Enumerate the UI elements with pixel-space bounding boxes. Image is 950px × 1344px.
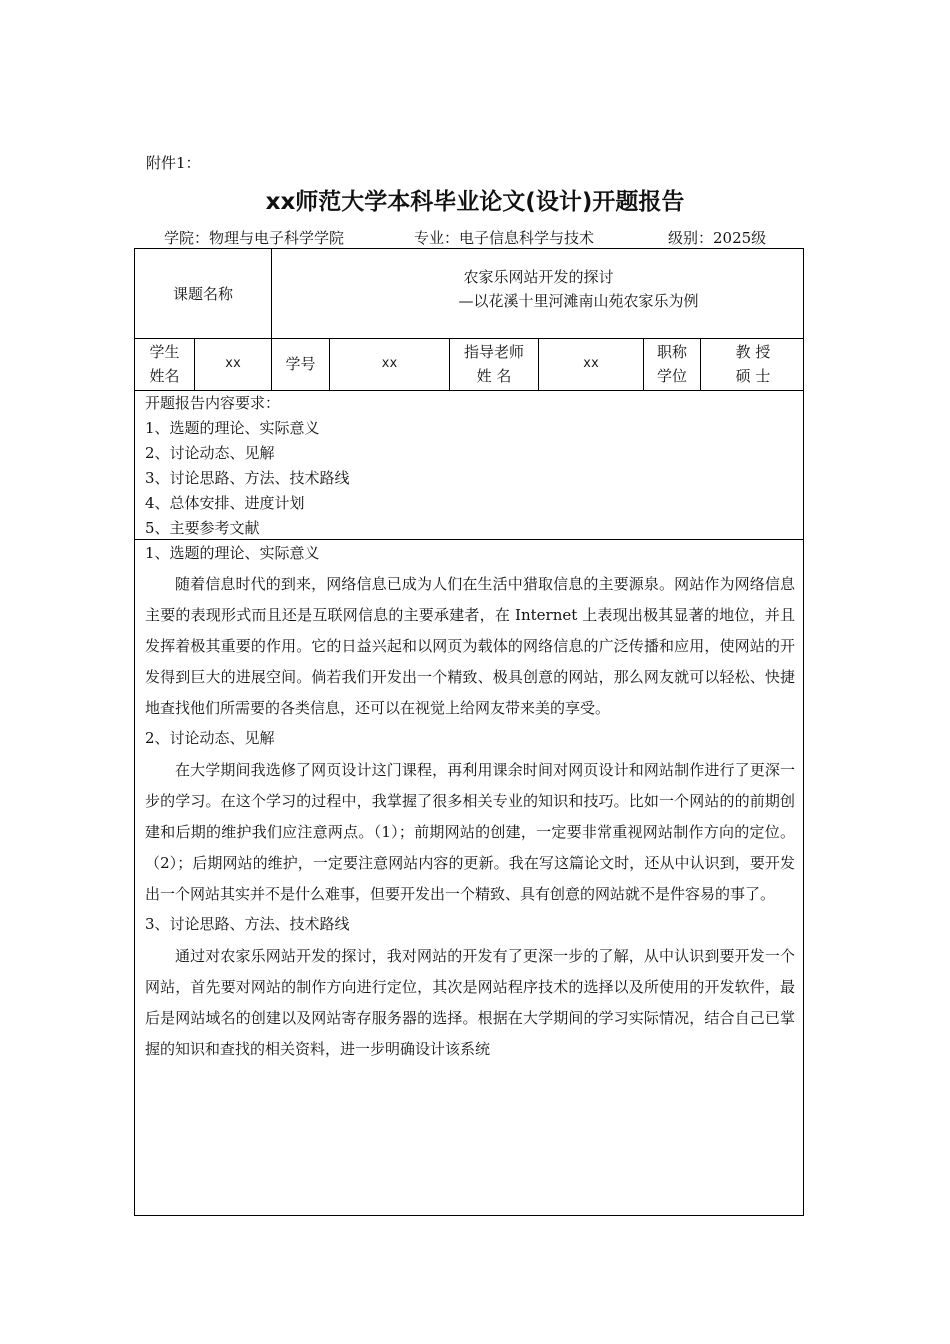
student-id-value: xx [381,356,398,371]
advisor-name-value: xx [583,356,599,371]
section-paragraph: 在大学期间我选修了网页设计这门课程，再利用课余时间对网页设计和网站制作进行了更深一步的学习。在这个学习的过程中，我掌握了很多相关专业的知识和技巧。比如一个网站的的前期创建和后期的维护我们应注意两点。（1）；前期网站的创建，一定要非常重视网站制作方向的定位。（2）；后期网站的维护，一定要注意网站内容的更新。我在写这篇论文时，还从中认识到，要开发出一个网站其实并不是什么难事，但要开发出一个精致、具有创意的网站就不是件容易的事了。 [145,761,795,903]
title-value-line-2: 硕 士 [735,367,771,385]
advisor-label-line-2: 姓 名 [476,367,512,385]
proposal-table [134,248,804,1216]
requirement-item: 2、讨论动态、见解 [145,444,275,462]
requirements-heading: 开题报告内容要求： [145,394,281,412]
student-id-label: 学号 [285,355,316,373]
requirement-item: 3、讨论思路、方法、技术路线 [145,469,350,487]
section-heading: 3、讨论思路、方法、技术路线 [145,915,350,933]
section-paragraph: 随着信息时代的到来，网络信息已成为人们在生活中猎取信息的主要源泉。网站作为网络信息主要的表现形式而且还是互联网信息的主要承建者，在 Internet 上表现出极其显著的地位，并且发挥着极其重要的作用。它的日益兴起和以网页为载体的网络信息的广泛传播和应用，使网站的开发得到巨大的进展空间。倘若我们开发出一个精致、极具创意的网站，那么网友就可以轻松、快捷地查找他们所需要的各类信息，还可以在视觉上给网友带来美的享受。 [145,575,795,717]
topic-line-2: —以花溪十里河滩南山苑农家乐为例 [458,292,699,310]
section-paragraph: 通过对农家乐网站开发的探讨，我对网站的开发有了更深一步的了解，从中认识到要开发一个网站，首先要对网站的制作方向进行定位，其次是网站程序技术的选择以及所使用的开发软件，最后是网站域名的创建以及网站寄存服务器的选择。根据在大学期间的学习实际情况，结合自己已掌握的知识和查找的相关资料，进一步明确设计该系统 [145,947,795,1058]
requirement-item: 1、选题的理论、实际意义 [145,419,320,437]
requirements-list [145,391,350,541]
topic-label: 课题名称 [172,285,233,303]
attachment-label: 附件1： [146,154,201,172]
advisor-label [450,340,538,388]
grade-field: 级别：2025级 [668,229,767,247]
major-field: 专业：电子信息科学与技术 [414,229,595,247]
student-name-label-line-2: 姓名 [149,367,180,385]
topic-line-1: 农家乐网站开发的探讨 [463,268,614,286]
section-heading: 2、讨论动态、见解 [145,729,275,747]
title-label-line-2: 学位 [656,367,687,385]
title-value-line-1: 教 授 [735,343,771,361]
advisor-label-line-1: 指导老师 [463,343,524,361]
requirement-item: 4、总体安排、进度计划 [145,494,305,512]
title-degree-label [644,340,700,388]
student-name-value: xx [225,356,241,371]
title-label-line-1: 职称 [656,343,687,361]
student-name-label [135,340,194,388]
report-body [145,541,795,1065]
document-title: xx师范大学本科毕业论文(设计)开题报告 [265,189,685,215]
section-heading: 1、选题的理论、实际意义 [145,544,320,562]
college-field: 学院：物理与电子科学学院 [164,229,345,247]
student-name-label-line-1: 学生 [149,343,180,361]
row-divider [135,338,803,339]
title-degree-value [701,340,805,388]
requirement-item: 5、主要参考文献 [145,519,260,537]
